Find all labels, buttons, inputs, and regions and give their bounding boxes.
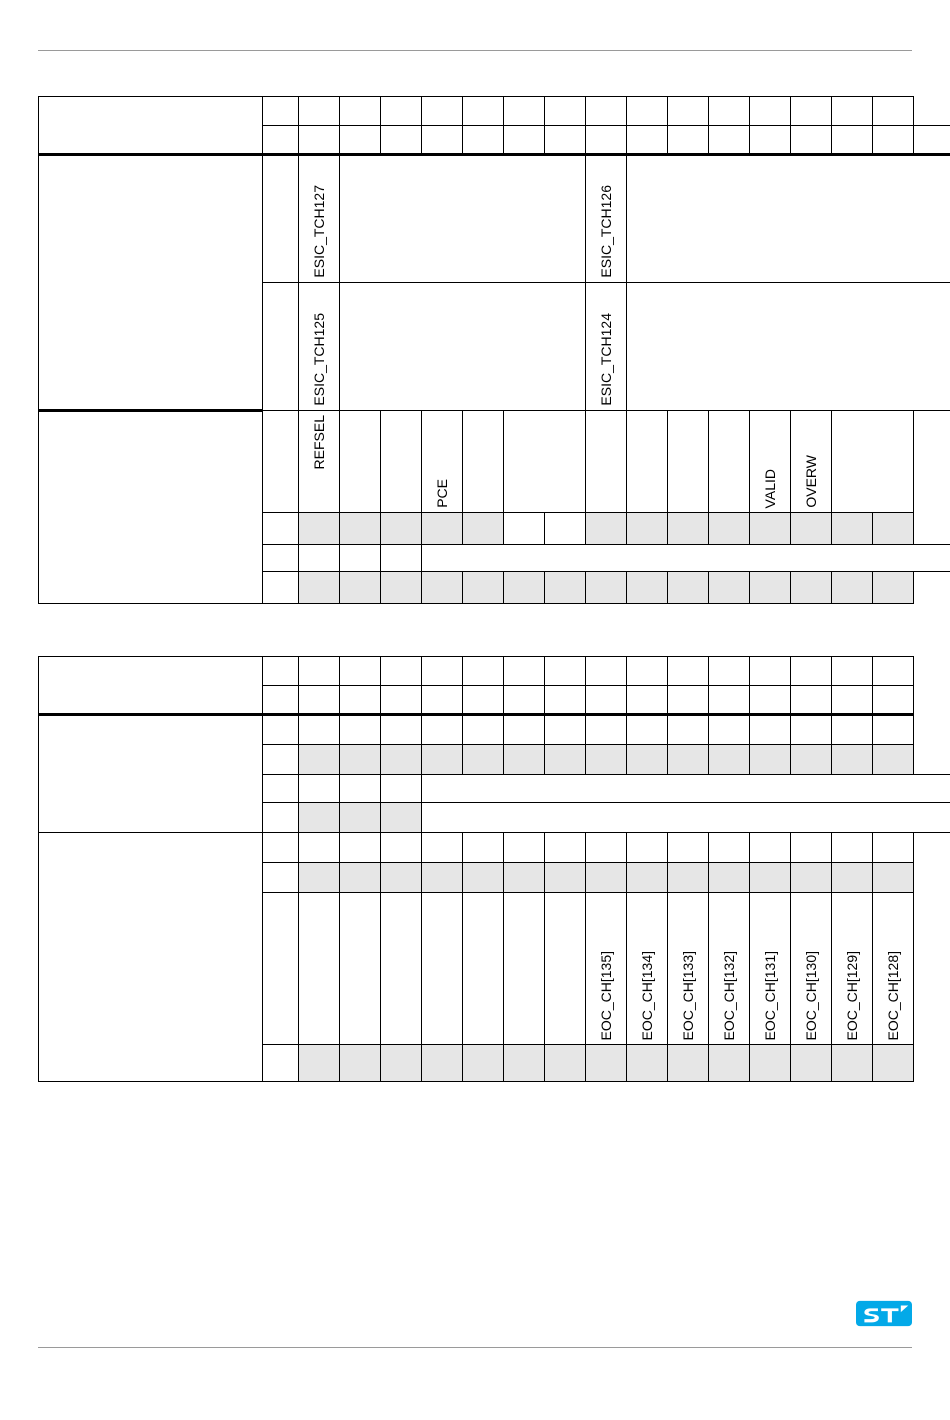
reset-cell bbox=[504, 745, 545, 775]
bit-header-cell bbox=[791, 97, 832, 126]
reset-cell bbox=[832, 863, 873, 893]
field-cell bbox=[340, 775, 381, 803]
field-cell-eoc-ch-129 bbox=[832, 893, 873, 1045]
field-cell bbox=[463, 715, 504, 745]
bit-header-cell bbox=[545, 126, 586, 155]
field-cell bbox=[381, 775, 422, 803]
field-cell-eoc-ch-133 bbox=[668, 893, 709, 1045]
field-cell bbox=[299, 775, 340, 803]
field-cell-esic-tch126 bbox=[586, 155, 627, 283]
field-cell bbox=[832, 833, 873, 863]
table-row bbox=[39, 97, 950, 126]
field-cell-refsel bbox=[299, 411, 340, 513]
bit-header-cell bbox=[340, 686, 381, 715]
field-label: EOC_CH[133] bbox=[680, 950, 696, 1040]
bit-header-cell bbox=[709, 97, 750, 126]
bit-header-cell bbox=[668, 126, 709, 155]
reset-cell bbox=[627, 513, 668, 545]
table-row bbox=[39, 155, 950, 283]
reset-cell bbox=[340, 572, 381, 604]
bit-header-cell bbox=[709, 686, 750, 715]
field-cell bbox=[504, 833, 545, 863]
reset-cell bbox=[832, 513, 873, 545]
field-cell-eoc-ch-130 bbox=[791, 893, 832, 1045]
bit-header-cell bbox=[545, 657, 586, 686]
reset-cell bbox=[381, 863, 422, 893]
bit-header-cell bbox=[709, 657, 750, 686]
field-label: EOC_CH[135] bbox=[598, 950, 614, 1040]
field-cell bbox=[668, 411, 709, 513]
bit-header-cell bbox=[750, 126, 791, 155]
field-span-cell bbox=[340, 155, 586, 283]
field-cell bbox=[873, 833, 914, 863]
bit-header-cell bbox=[422, 686, 463, 715]
rw-marker-cell bbox=[263, 803, 299, 833]
bit-header-cell bbox=[668, 686, 709, 715]
field-cell bbox=[545, 893, 586, 1045]
reset-cell bbox=[422, 1045, 463, 1082]
bit-header-cell bbox=[422, 126, 463, 155]
bit-header-cell bbox=[381, 657, 422, 686]
bit-header-cell bbox=[381, 97, 422, 126]
reset-cell bbox=[545, 513, 586, 545]
reset-cell bbox=[381, 745, 422, 775]
reset-cell bbox=[873, 863, 914, 893]
field-cell bbox=[586, 833, 627, 863]
field-cell bbox=[381, 411, 422, 513]
rw-marker-cell bbox=[263, 863, 299, 893]
field-cell bbox=[586, 411, 627, 513]
bit-header-cell bbox=[381, 686, 422, 715]
reset-cell bbox=[463, 1045, 504, 1082]
st-logo bbox=[856, 1296, 912, 1330]
field-label: REFSEL bbox=[311, 415, 327, 470]
field-label: OVERW bbox=[803, 455, 819, 508]
reset-cell bbox=[668, 513, 709, 545]
register-table-lower bbox=[38, 656, 950, 1082]
field-cell bbox=[463, 833, 504, 863]
reset-cell bbox=[504, 572, 545, 604]
reset-cell bbox=[299, 572, 340, 604]
reset-cell bbox=[791, 745, 832, 775]
field-label: EOC_CH[132] bbox=[721, 950, 737, 1040]
bit-header-cell bbox=[263, 126, 299, 155]
bit-header-cell bbox=[750, 686, 791, 715]
field-cell bbox=[463, 893, 504, 1045]
reset-cell bbox=[299, 513, 340, 545]
field-cell bbox=[381, 833, 422, 863]
bit-header-cell bbox=[832, 657, 873, 686]
reset-cell bbox=[709, 745, 750, 775]
field-cell bbox=[504, 715, 545, 745]
field-cell-eoc-ch-128 bbox=[873, 893, 914, 1045]
field-span-cell bbox=[832, 411, 914, 513]
reset-cell bbox=[832, 572, 873, 604]
field-label: EOC_CH[134] bbox=[639, 950, 655, 1040]
reset-cell bbox=[873, 745, 914, 775]
field-cell bbox=[668, 715, 709, 745]
bit-header-cell bbox=[791, 686, 832, 715]
field-cell-eoc-ch-132 bbox=[709, 893, 750, 1045]
reset-cell bbox=[340, 1045, 381, 1082]
field-cell bbox=[340, 893, 381, 1045]
field-cell bbox=[422, 893, 463, 1045]
rw-marker-cell bbox=[263, 513, 299, 545]
bit-header-cell bbox=[586, 97, 627, 126]
field-label: EOC_CH[131] bbox=[762, 950, 778, 1040]
reset-cell bbox=[545, 1045, 586, 1082]
reset-cell bbox=[586, 513, 627, 545]
reset-cell bbox=[340, 745, 381, 775]
reset-cell bbox=[504, 863, 545, 893]
field-cell bbox=[381, 715, 422, 745]
field-span-cell bbox=[422, 775, 950, 803]
reset-cell bbox=[832, 1045, 873, 1082]
bit-header-cell bbox=[463, 126, 504, 155]
bit-header-cell bbox=[668, 657, 709, 686]
rw-marker-cell bbox=[263, 545, 299, 572]
field-cell bbox=[299, 893, 340, 1045]
field-cell-eoc-ch-131 bbox=[750, 893, 791, 1045]
reset-cell bbox=[422, 863, 463, 893]
row-label-cell bbox=[39, 715, 263, 833]
field-label: EOC_CH[130] bbox=[803, 950, 819, 1040]
reset-cell bbox=[709, 572, 750, 604]
row-label-cell bbox=[39, 155, 263, 411]
reset-cell bbox=[463, 513, 504, 545]
field-cell bbox=[422, 833, 463, 863]
rw-marker-cell bbox=[263, 572, 299, 604]
field-cell bbox=[381, 545, 422, 572]
field-cell bbox=[627, 833, 668, 863]
bit-header-cell bbox=[750, 97, 791, 126]
field-span-cell bbox=[422, 545, 950, 572]
bit-header-cell bbox=[299, 97, 340, 126]
bit-header-cell bbox=[668, 97, 709, 126]
bit-header-cell bbox=[873, 97, 914, 126]
reset-cell bbox=[422, 513, 463, 545]
table-row bbox=[39, 715, 950, 745]
field-cell-overw bbox=[791, 411, 832, 513]
reset-cell bbox=[791, 513, 832, 545]
field-label: ESIC_TCH124 bbox=[598, 313, 614, 406]
bit-header-cell bbox=[545, 97, 586, 126]
field-cell bbox=[586, 715, 627, 745]
bit-header-cell bbox=[586, 686, 627, 715]
reset-cell bbox=[381, 803, 422, 833]
reset-cell bbox=[750, 513, 791, 545]
reset-cell bbox=[586, 1045, 627, 1082]
bit-header-cell bbox=[504, 686, 545, 715]
reset-cell bbox=[709, 863, 750, 893]
field-span-cell bbox=[504, 411, 586, 513]
table-row bbox=[39, 657, 950, 686]
rw-marker-cell bbox=[263, 1045, 299, 1082]
field-cell bbox=[750, 715, 791, 745]
reset-cell bbox=[873, 1045, 914, 1082]
bit-header-cell bbox=[422, 657, 463, 686]
bit-header-cell bbox=[791, 657, 832, 686]
row-label-cell bbox=[39, 97, 263, 155]
reset-cell bbox=[504, 1045, 545, 1082]
rw-marker-cell bbox=[263, 775, 299, 803]
reset-cell bbox=[627, 572, 668, 604]
field-cell-pce bbox=[422, 411, 463, 513]
reset-cell bbox=[463, 572, 504, 604]
reset-cell bbox=[586, 572, 627, 604]
rw-marker-cell bbox=[263, 411, 299, 513]
bit-header-cell bbox=[914, 126, 950, 155]
reset-cell bbox=[627, 863, 668, 893]
rw-marker-cell bbox=[263, 283, 299, 411]
bit-header-cell bbox=[750, 657, 791, 686]
reset-cell bbox=[381, 513, 422, 545]
field-cell bbox=[627, 411, 668, 513]
field-cell bbox=[422, 715, 463, 745]
bit-header-cell bbox=[832, 97, 873, 126]
field-span-cell bbox=[340, 283, 586, 411]
row-label-cell bbox=[39, 833, 263, 1082]
rw-marker-cell bbox=[263, 893, 299, 1045]
bit-header-cell bbox=[873, 657, 914, 686]
reset-cell bbox=[750, 745, 791, 775]
field-cell bbox=[299, 545, 340, 572]
reset-cell bbox=[340, 863, 381, 893]
bit-header-cell bbox=[873, 686, 914, 715]
field-cell bbox=[791, 833, 832, 863]
bit-header-cell bbox=[340, 126, 381, 155]
field-cell-esic-tch124 bbox=[586, 283, 627, 411]
reset-cell bbox=[586, 745, 627, 775]
bit-header-cell bbox=[586, 126, 627, 155]
bit-header-cell bbox=[263, 686, 299, 715]
bit-header-cell bbox=[504, 97, 545, 126]
reset-cell bbox=[381, 572, 422, 604]
field-cell-esic-tch125 bbox=[299, 283, 340, 411]
rw-marker-cell bbox=[263, 833, 299, 863]
reset-cell bbox=[750, 1045, 791, 1082]
rw-marker-cell bbox=[263, 715, 299, 745]
reset-cell bbox=[340, 803, 381, 833]
bit-header-cell bbox=[504, 657, 545, 686]
register-table-upper bbox=[38, 96, 950, 604]
field-cell bbox=[340, 545, 381, 572]
field-cell bbox=[668, 833, 709, 863]
bit-header-cell bbox=[463, 657, 504, 686]
field-cell bbox=[504, 893, 545, 1045]
bit-header-cell bbox=[627, 97, 668, 126]
field-label: ESIC_TCH125 bbox=[311, 313, 327, 406]
field-cell bbox=[791, 715, 832, 745]
bit-header-cell bbox=[627, 657, 668, 686]
table-row bbox=[39, 833, 950, 863]
field-cell bbox=[832, 715, 873, 745]
field-label: ESIC_TCH126 bbox=[598, 185, 614, 278]
bit-header-cell bbox=[504, 126, 545, 155]
bit-header-cell bbox=[299, 686, 340, 715]
field-cell bbox=[709, 715, 750, 745]
bit-header-cell bbox=[340, 657, 381, 686]
field-cell bbox=[709, 411, 750, 513]
bit-header-cell bbox=[263, 97, 299, 126]
bit-header-cell bbox=[463, 97, 504, 126]
field-cell bbox=[299, 833, 340, 863]
field-label: EOC_CH[129] bbox=[844, 950, 860, 1040]
rw-marker-cell bbox=[263, 745, 299, 775]
reset-cell bbox=[668, 745, 709, 775]
field-cell bbox=[299, 715, 340, 745]
reset-cell bbox=[299, 863, 340, 893]
field-label: EOC_CH[128] bbox=[885, 950, 901, 1040]
field-cell bbox=[340, 833, 381, 863]
reset-cell bbox=[668, 863, 709, 893]
field-cell bbox=[340, 715, 381, 745]
reset-cell bbox=[422, 745, 463, 775]
reset-cell bbox=[750, 863, 791, 893]
reset-cell bbox=[627, 1045, 668, 1082]
reset-cell bbox=[545, 863, 586, 893]
reset-cell bbox=[463, 863, 504, 893]
field-cell bbox=[873, 715, 914, 745]
field-cell bbox=[381, 893, 422, 1045]
bit-header-cell bbox=[832, 686, 873, 715]
reset-cell bbox=[791, 572, 832, 604]
field-cell-esic-tch127 bbox=[299, 155, 340, 283]
header-rule bbox=[38, 50, 912, 51]
bit-header-cell bbox=[299, 657, 340, 686]
bit-header-cell bbox=[873, 126, 914, 155]
row-label-cell bbox=[39, 657, 263, 715]
bit-header-cell bbox=[299, 126, 340, 155]
reset-cell bbox=[832, 745, 873, 775]
reset-cell bbox=[668, 572, 709, 604]
reset-cell bbox=[586, 863, 627, 893]
bit-header-cell bbox=[340, 97, 381, 126]
reset-cell bbox=[299, 1045, 340, 1082]
reset-cell bbox=[791, 863, 832, 893]
bit-header-cell bbox=[627, 126, 668, 155]
field-cell bbox=[545, 833, 586, 863]
field-cell bbox=[340, 411, 381, 513]
bit-header-cell bbox=[791, 126, 832, 155]
field-cell-valid bbox=[750, 411, 791, 513]
reset-cell bbox=[627, 745, 668, 775]
reset-cell bbox=[545, 745, 586, 775]
bit-header-cell bbox=[832, 126, 873, 155]
reset-cell bbox=[504, 513, 545, 545]
bit-header-cell bbox=[381, 126, 422, 155]
reset-cell bbox=[463, 745, 504, 775]
bit-header-cell bbox=[422, 97, 463, 126]
field-cell bbox=[709, 833, 750, 863]
field-cell bbox=[627, 715, 668, 745]
field-cell bbox=[545, 715, 586, 745]
field-cell-eoc-ch-135 bbox=[586, 893, 627, 1045]
reset-cell bbox=[873, 572, 914, 604]
bit-header-cell bbox=[545, 686, 586, 715]
reset-cell bbox=[545, 572, 586, 604]
field-label: PCE bbox=[434, 479, 450, 508]
reset-cell bbox=[299, 745, 340, 775]
field-cell-eoc-ch-134 bbox=[627, 893, 668, 1045]
reset-cell bbox=[668, 1045, 709, 1082]
field-span-cell bbox=[627, 155, 950, 283]
bit-header-cell bbox=[463, 686, 504, 715]
field-label: VALID bbox=[762, 468, 778, 508]
reset-cell bbox=[791, 1045, 832, 1082]
reset-cell bbox=[709, 513, 750, 545]
reset-cell bbox=[381, 1045, 422, 1082]
reset-cell bbox=[750, 572, 791, 604]
reset-cell bbox=[340, 513, 381, 545]
bit-header-cell bbox=[709, 126, 750, 155]
field-span-cell bbox=[422, 803, 950, 833]
row-label-cell bbox=[39, 411, 263, 604]
field-span-cell bbox=[627, 283, 950, 411]
bit-header-cell bbox=[263, 657, 299, 686]
rw-marker-cell bbox=[263, 155, 299, 283]
field-cell bbox=[750, 833, 791, 863]
reset-cell bbox=[873, 513, 914, 545]
bit-header-cell bbox=[586, 657, 627, 686]
reset-cell bbox=[299, 803, 340, 833]
footer-rule bbox=[38, 1347, 912, 1348]
bit-header-cell bbox=[627, 686, 668, 715]
field-label: ESIC_TCH127 bbox=[311, 185, 327, 278]
reset-cell bbox=[709, 1045, 750, 1082]
table-row bbox=[39, 411, 950, 513]
reset-cell bbox=[422, 572, 463, 604]
field-cell bbox=[463, 411, 504, 513]
